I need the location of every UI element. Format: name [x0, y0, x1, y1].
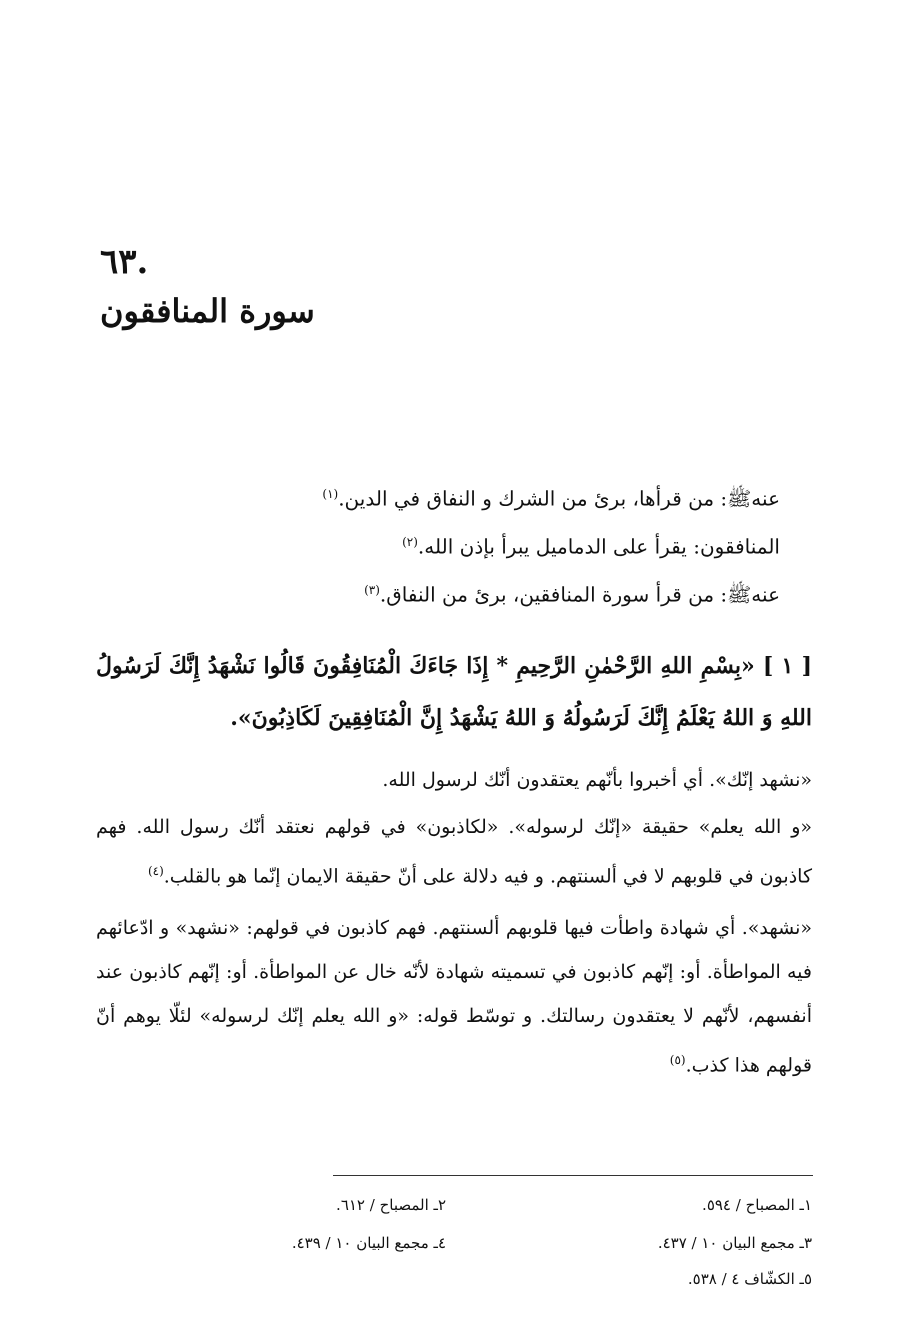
footnote: ١ـ المصباح / ٥٩٤.: [702, 1196, 812, 1214]
commentary-paragraph: [96, 906, 812, 1087]
intro-text: المنافقون: يقرأ على الدماميل يبرأ بإذن الله.: [417, 534, 780, 559]
footnote: ٥ـ الكشّاف ٤ / ٥٣٨.: [687, 1270, 812, 1288]
footnote-ref: (٣): [364, 583, 380, 597]
intro-narrations: [260, 470, 780, 614]
footnote-ref: (٤): [147, 864, 164, 878]
footnote-divider: [333, 1175, 813, 1176]
intro-line: [260, 566, 780, 614]
commentary-text: «نشهد». أي شهادة واطأت فيها قلوبهم ألسنتهم. فهم كاذبون في قولهم: «نشهد» و ادّعائهم فيه المواطأة. أو: إنّهم كاذبون في تسميته شهادة لأنّه خال عن المواطأة. أو: إنّهم كاذبون عند أنفسهم، لأنّهم لا يعتقدون رسالتك. و توسّط قوله: «و الله يعلم إنّك لرسوله» لئلّا يوهم أنّ قولهم هذا كذب.: [96, 917, 812, 1077]
intro-line: [260, 470, 780, 518]
quran-verse: [ ١ ] «بِسْمِ اللهِ الرَّحْمٰنِ الرَّحِيمِ * إِذَا جَاءَكَ الْمُنَافِقُونَ قَالُوا نَشْهَدُ إِنَّكَ لَرَسُولُ اللهِ وَ اللهُ يَعْلَمُ إِنَّكَ لَرَسُولُهُ وَ اللهُ يَشْهَدُ إِنَّ الْمُنَافِقِينَ لَكَاذِبُونَ».: [96, 653, 812, 731]
commentary-text: «و الله يعلم» حقيقة «إنّك لرسوله». «لكاذبون» في قولهم نعتقد أنّك رسول الله. فهم كاذبون في قلوبهم لا في ألسنتهم. و فيه دلالة على أنّ حقيقة الايمان إنّما هو بالقلب.: [96, 816, 812, 888]
chapter-title: سورة المنافقون: [100, 292, 315, 330]
chapter-number: .٦٣: [100, 242, 149, 282]
footnote-ref: (١): [322, 487, 339, 501]
footnote: ٢ـ المصباح / ٦١٢.: [336, 1196, 446, 1214]
footnote-ref: (٢): [402, 535, 418, 549]
footnote: ٣ـ مجمع البيان ١٠ / ٤٣٧.: [657, 1234, 812, 1252]
commentary-paragraph: «نشهد إنّك». أي أخبروا بأنّهم يعتقدون أنّك لرسول الله.: [382, 769, 812, 791]
footnote: ٤ـ مجمع البيان ١٠ / ٤٣٩.: [291, 1234, 446, 1252]
intro-text: عنهﷺ: من قرأها، برئ من الشرك و النفاق في الدين.: [338, 486, 780, 511]
intro-text: عنهﷺ: من قرأ سورة المنافقين، برئ من النفاق.: [379, 582, 780, 607]
footnote-ref: (٥): [669, 1053, 686, 1067]
intro-line: [260, 518, 780, 566]
commentary-paragraph: [96, 805, 812, 898]
